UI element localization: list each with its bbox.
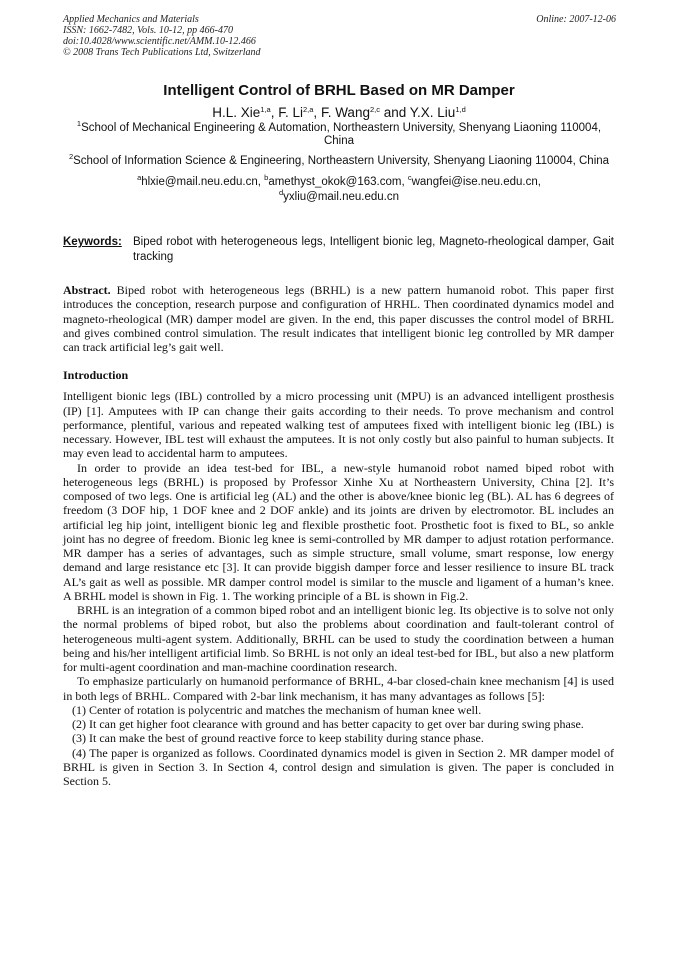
paragraph: Intelligent bionic legs (IBL) controlled by a micro processing unit (MPU) is an advanced intelligent prosthesis (IP) [1]. Amputees with IP can change their gaits according to their needs. To prove mechanism and control performance, plentiful, various and repeated walking test of amputees fixed with intelligent bionic leg (IBL) is necessary. However, IBL test will exhaust the amputees. It is not only costly but also painful to human subjects. It may even lead to accidental harm to amputees.: [63, 389, 614, 461]
author-name: F. Li: [278, 105, 303, 120]
abstract: [63, 283, 614, 354]
paragraph: In order to provide an idea test-bed for IBL, a new-style humanoid robot named biped robot with heterogeneous legs (BRHL) is proposed by Professor Xinhe Xu at Northeastern University, China [2]. It’s composed of two legs. One is artificial leg (AL) and the other is above/knee bionic leg (BL). AL has 6 degrees of freedom (3 DOF hip, 1 DOF knee and 2 DOF ankle) and its joints are driven by electromotor. BL includes an artificial leg hip joint, intelligent bionic leg and flexible prosthetic foot. Prosthetic foot is fixed to BL, so ankle joint has no degree of freedom. Bionic leg knee is semi-controlled by MR damper to adjust rotation performance. MR damper has a series of advantages, such as simple structure, small volume, smart response, low energy demand and large resistance etc [3]. It can provide biggish damper force and lesser resilience to insure BL track AL’s gait as well as possible. MR damper control model is similar to the muscle and ligament of a human’s knee. A BRHL model is shown in Fig. 1. The working principle of a BL is shown in Fig.2.: [63, 460, 614, 603]
affiliation-text: School of Mechanical Engineering & Automation, Northeastern University, Shenyang Liaoning 110004, China: [81, 122, 602, 147]
email-sup: d: [278, 188, 284, 197]
email-separator: ,: [537, 176, 541, 188]
author-name: F. Wang: [320, 105, 370, 120]
email-sup: c: [407, 173, 412, 182]
email-separator: ,: [257, 176, 265, 188]
affiliation-1: [63, 119, 615, 148]
email-sup: a: [137, 173, 142, 182]
author-sup: 1,a: [260, 105, 271, 114]
paragraph: BRHL is an integration of a common biped robot and an intelligent bionic leg. Its objective is to solve not only the normal problems of biped robot, but also the problems about coordination and fault-tolerant control of heterogeneous multi-agent system. Additionally, BRHL can be used to study the coordination between a human being and his/her intelligent artificial limb. So BRHL is not only an ideal test-bed for IBL, but also a new platform for multi-agent coordination and man-machine coordination research.: [63, 603, 614, 674]
abstract-text: Biped robot with heterogeneous legs (BRHL) is a new pattern humanoid robot. This paper first introduces the conception, research purpose and configuration of HRHL. Then coordinated dynamics model and magneto-rheological (MR) damper model are given. In the end, this paper discusses the control model of BRHL and gives combined control simulation. The result indicates that intelligent bionic leg controlled by MR damper can track artificial leg’s gait well.: [63, 283, 615, 354]
author-separator: ,: [270, 105, 279, 120]
journal-issn: ISSN: 1662-7482, Vols. 10-12, pp 466-470: [63, 25, 233, 36]
author-name: H.L. Xie: [212, 105, 261, 120]
list-item: (2) It can get higher foot clearance with ground and has better capacity to get over bar during swing phase.: [72, 717, 584, 731]
author-list: [63, 104, 615, 121]
affiliation-sup: 1: [76, 119, 82, 128]
email-sup: b: [264, 173, 269, 182]
email-separator: ,: [401, 176, 408, 188]
paper-title: Intelligent Control of BRHL Based on MR Damper: [163, 82, 515, 99]
journal-copyright: © 2008 Trans Tech Publications Ltd, Switzerland: [63, 47, 261, 58]
keywords-block: [63, 235, 614, 265]
email-list: [63, 175, 615, 205]
list-item: (4) The paper is organized as follows. Coordinated dynamics model is given in Section 2. MR damper model of BRHL is given in Section 3. In Section 4, control design and simulation is given. The paper is concluded in Section 5.: [63, 745, 614, 788]
author-separator: and: [379, 105, 410, 120]
online-date: Online: 2007-12-06: [536, 14, 616, 25]
paper-body: [63, 283, 614, 788]
affiliation-sup: 2: [68, 152, 74, 161]
keywords-label: Keywords:: [63, 236, 122, 248]
section-heading: Introduction: [63, 368, 129, 383]
affiliation-text: School of Information Science & Engineering, Northeastern University, Shenyang Liaoning 110004, China: [73, 155, 610, 167]
email-address: hlxie@mail.neu.edu.cn: [141, 176, 258, 188]
author-sup: 1,d: [455, 105, 466, 114]
paper-header: [63, 82, 615, 205]
author-sup: 2,a: [302, 105, 314, 114]
abstract-label: Abstract.: [63, 283, 111, 297]
paragraph: To emphasize particularly on humanoid performance of BRHL, 4-bar closed-chain knee mechanism [4] is used in both legs of BRHL. Compared with 2-bar link mechanism, it has many advantages as follows [5]:: [63, 674, 614, 703]
email-address: yxliu@mail.neu.edu.cn: [283, 191, 400, 203]
author-separator: ,: [313, 105, 321, 120]
affiliation-2: [63, 152, 615, 168]
journal-name: Applied Mechanics and Materials: [63, 14, 199, 25]
list-item: (3) It can make the best of ground reactive force to keep stability during stance phase.: [72, 731, 484, 746]
email-address: wangfei@ise.neu.edu.cn: [411, 176, 538, 188]
keywords-text: Biped robot with heterogeneous legs, Intelligent bionic leg, Magneto-rheological damper, Gait tracking: [133, 236, 614, 263]
author-sup: 2,c: [369, 105, 380, 114]
email-address: amethyst_okok@163.com: [268, 176, 402, 188]
author-name: Y.X. Liu: [409, 105, 456, 120]
list-item: (1) Center of rotation is polycentric and matches the mechanism of human knee well.: [72, 702, 482, 717]
journal-doi: doi:10.4028/www.scientific.net/AMM.10-12.466: [63, 36, 256, 47]
